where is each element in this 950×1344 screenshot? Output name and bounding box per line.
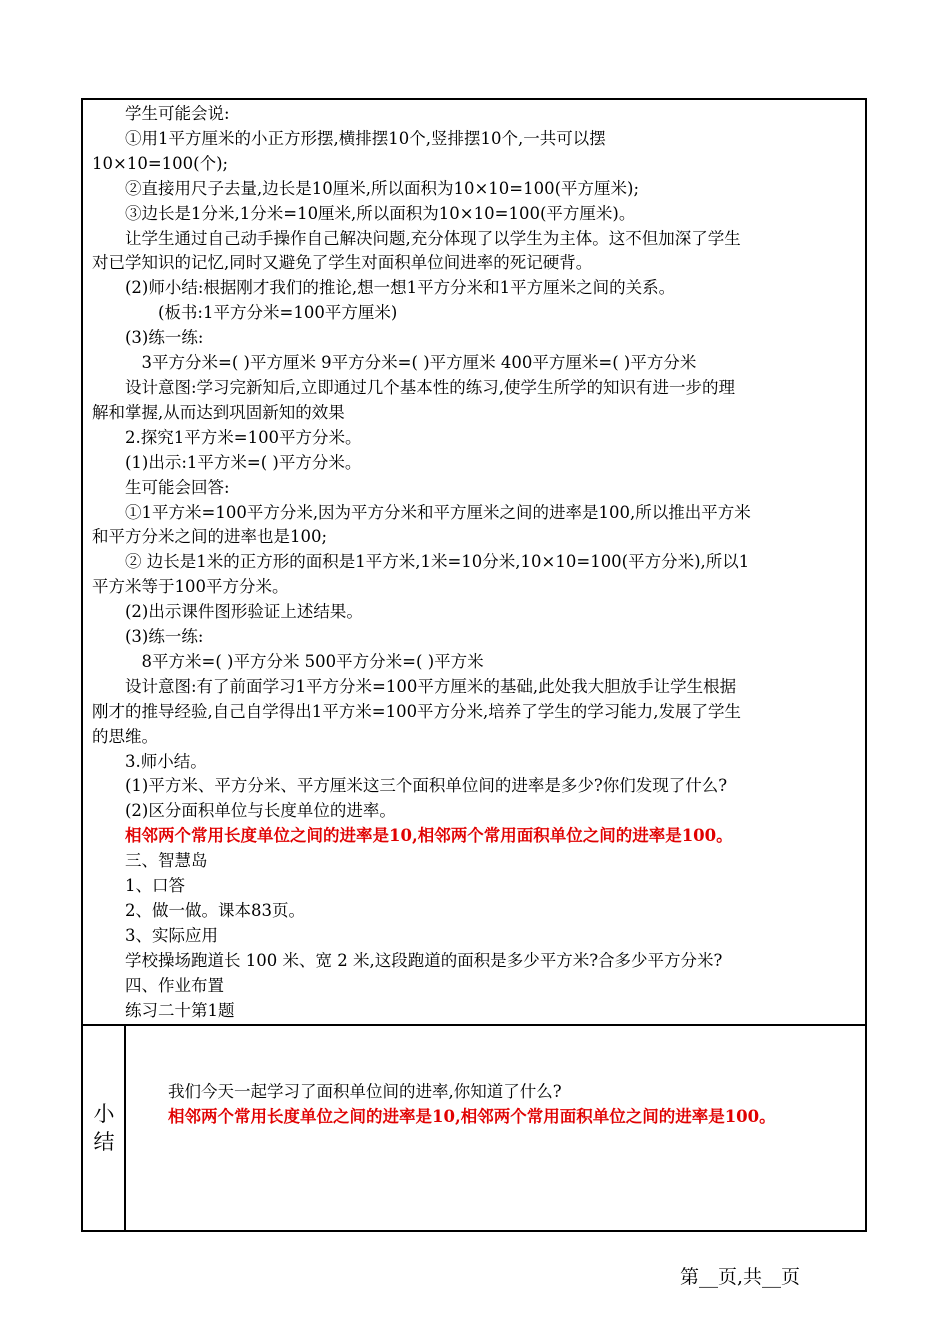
column-divider [124,1024,126,1230]
content-line: ② 边长是1米的正方形的面积是1平方米,1米=10分米,10×10=100(平方分米),所以1 [125,552,750,572]
content-line: (2)区分面积单位与长度单位的进率。 [125,801,396,821]
content-line: 3.师小结。 [125,751,207,771]
content-line: (2)师小结:根据刚才我们的推论,想一想1平方分米和1平方厘米之间的关系。 [125,278,676,298]
content-line: 学生可能会说: [125,104,230,123]
content-line: 相邻两个常用长度单位之间的进率是10,相邻两个常用面积单位之间的进率是100。 [125,826,733,846]
content-line: 8平方米=( )平方分米 500平方分米=( )平方米 [141,651,484,671]
content-line: ①1平方米=100平方分米,因为平方分米和平方厘米之间的进率是100,所以推出平方米 [125,502,751,522]
content-line: 让学生通过自己动手操作自己解决问题,充分体现了以学生为主体。这不但加深了学生 [125,228,741,248]
content-line: 生可能会回答: [125,477,230,497]
content-line: 2.探究1平方米=100平方分米。 [125,427,362,447]
content-line: ③边长是1分米,1分米=10厘米,所以面积为10×10=100(平方厘米)。 [125,203,636,223]
lesson-content-cell [83,100,865,1024]
content-line: 设计意图:有了前面学习1平方分米=100平方厘米的基础,此处我大胆放手让学生根据 [125,676,737,696]
content-line: 2、做一做。课本83页。 [125,901,305,920]
summary-cell [135,1080,845,1130]
content-line: 和平方分米之间的进率也是100; [92,527,328,547]
summary-question: 我们今天一起学习了面积单位间的进率,你知道了什么? [168,1082,562,1101]
content-line: ②直接用尺子去量,边长是10厘米,所以面积为10×10=100(平方厘米); [125,178,640,198]
lesson-table [81,98,867,1232]
content-line: (3)练一练: [125,328,204,348]
content-line: 解和掌握,从而达到巩固新知的效果 [92,402,345,422]
content-line: 学校操场跑道长 100 米、宽 2 米,这段跑道的面积是多少平方米?合多少平方分米? [125,950,723,970]
content-line: 3平方分米=( )平方厘米 9平方分米=( )平方厘米 400平方厘米=( )平方分米 [141,353,697,373]
summary-label-cell [83,1026,124,1230]
content-line: (1)平方米、平方分米、平方厘米这三个面积单位间的进率是多少?你们发现了什么? [125,776,728,796]
content-line: (板书:1平方分米=100平方厘米) [158,303,398,323]
content-line: 设计意图:学习完新知后,立即通过几个基本性的练习,使学生所学的知识有进一步的理 [125,377,736,397]
content-line: 三、智慧岛 [125,851,208,871]
content-line: 平方米等于100平方分米。 [92,577,289,597]
summary-label: 小结 [93,1102,115,1154]
row-divider [83,1024,865,1026]
content-line: (2)出示课件图形验证上述结果。 [125,602,363,622]
content-line: ①用1平方厘米的小正方形摆,横排摆10个,竖排摆10个,一共可以摆 [125,128,606,148]
content-line: 刚才的推导经验,自己自学得出1平方米=100平方分米,培养了学生的学习能力,发展了学生 [92,701,742,721]
page-footer: 第__页,共__页 [680,1266,801,1288]
content-line: (3)练一练: [125,627,204,647]
content-line: (1)出示:1平方米=( )平方分米。 [125,452,362,472]
summary-answer: 相邻两个常用长度单位之间的进率是10,相邻两个常用面积单位之间的进率是100。 [168,1106,776,1126]
content-line: 3、实际应用 [125,925,218,945]
lesson-body [92,102,862,1024]
content-line: 1、口答 [125,876,185,896]
content-line: 四、作业布置 [125,975,224,995]
content-line: 练习二十第1题 [125,1000,235,1020]
content-line: 10×10=100(个); [92,153,229,173]
content-line: 的思维。 [92,726,158,746]
content-line: 对已学知识的记忆,同时又避免了学生对面积单位间进率的死记硬背。 [92,253,593,273]
